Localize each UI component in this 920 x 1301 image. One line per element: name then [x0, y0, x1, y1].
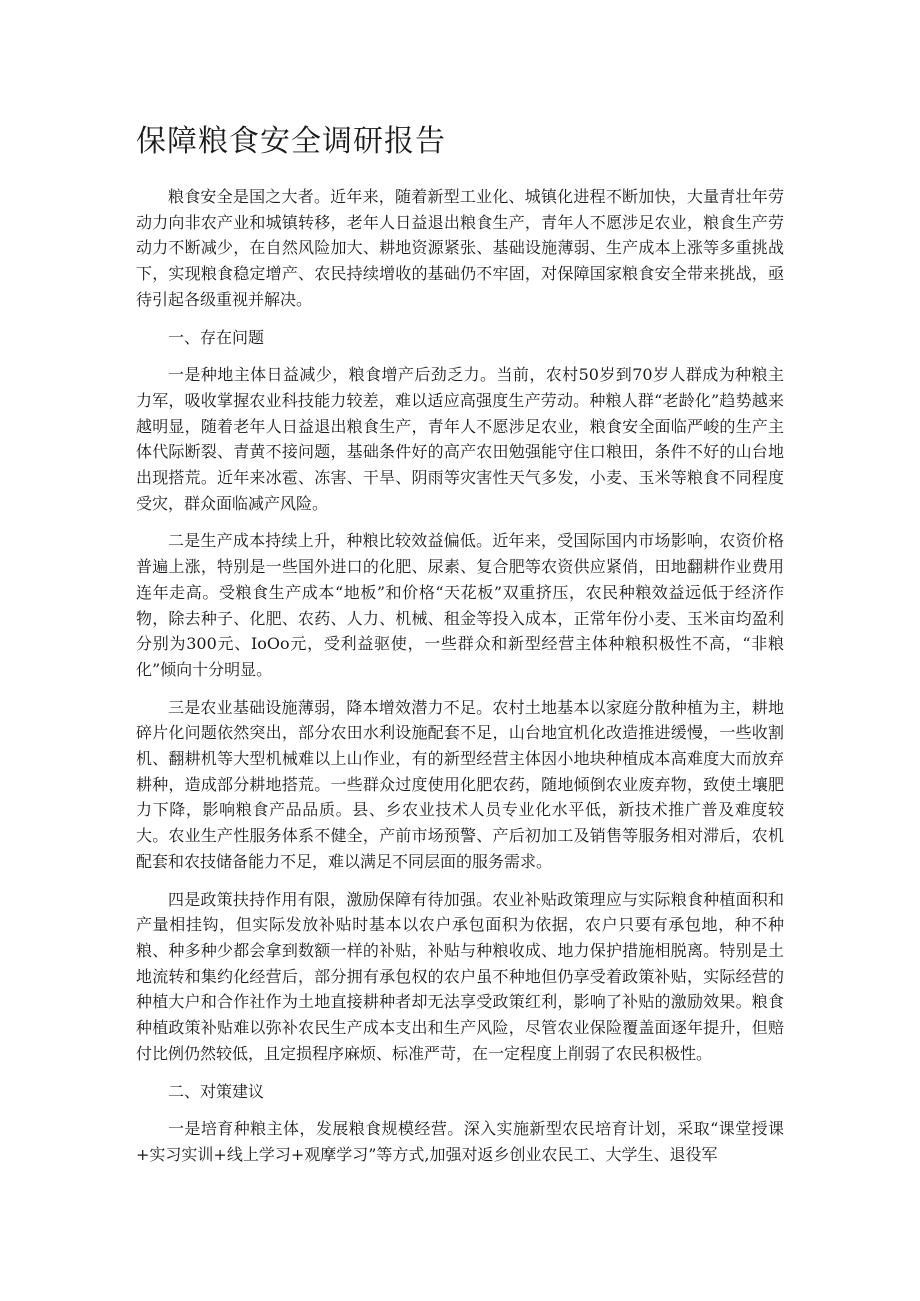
intro-paragraph: 粮食安全是国之大者。近年来，随着新型工业化、城镇化进程不断加快，大量青壮年劳动力向非农产业和城镇转移，老年人日益退出粮食生产，青年人不愿涉足农业，粮食生产劳动力不断减少，在自然风险加大、耕地资源紧张、基础设施薄弱、生产成本上涨等多重挑战下，实现粮食稳定增产、农民持续增收的基础仍不牢固，对保障国家粮食安全带来挑战，亟待引起各级重视并解决。	[136, 187, 784, 309]
suggestion-paragraph-1: 一是培育种粮主体，发展粮食规模经营。深入实施新型农民培育计划，采取“课堂授课+实习实训+线上学习+观摩学习”等方式,加强对返乡创业农民工、大学生、退役军	[136, 1119, 784, 1164]
document-page	[136, 122, 784, 1180]
section-heading-problems: 一、存在问题	[168, 327, 265, 347]
problem-paragraph-1: 一是种地主体日益减少，粮食增产后劲乏力。当前，农村50岁到70岁人群成为种粮主力军，吸收掌握农业科技能力较差，难以适应高强度生产劳动。种粮人群“老龄化”趋势越来越明显，随着老年人日益退出粮食生产，青年人不愿涉足农业，粮食安全面临严峻的生产主体代际断裂、青黄不接问题，基础条件好的高产农田勉强能守住口粮田，条件不好的山台地出现搭荒。近年来冰雹、冻害、干旱、阴雨等灾害性天气多发，小麦、玉米等粮食不同程度受灾，群众面临减产风险。	[136, 365, 784, 513]
problem-paragraph-4: 四是政策扶持作用有限，激励保障有待加强。农业补贴政策理应与实际粮食种植面积和产量相挂钩，但实际发放补贴时基本以农户承包面积为依据，农户只要有承包地，种不种粮、种多种少都会拿到数额一样的补贴，补贴与种粮收成、地力保护措施相脱离。特别是土地流转和集约化经营后，部分拥有承包权的农户虽不种地但仍享受着政策补贴，实际经营的种植大户和合作社作为土地直接耕种者却无法享受政策红利，影响了补贴的激励效果。粮食种植政策补贴难以弥补农民生产成本支出和生产风险，尽管农业保险覆盖面逐年提升，但赔付比例仍然较低，且定损程序麻烦、标准严苛，在一定程度上削弱了农民积极性。	[136, 889, 784, 1063]
problem-paragraph-3: 三是农业基础设施薄弱，降本增效潜力不足。农村土地基本以家庭分散种植为主，耕地碎片化问题依然突出，部分农田水利设施配套不足，山台地宜机化改造推进缓慢，一些收割机、翻耕机等大型机械难以上山作业，有的新型经营主体因小地块种植成本高难度大而放弃耕种，造成部分耕地搭荒。一些群众过度使用化肥农药，随地倾倒农业废弃物，致使土壤肥力下降，影响粮食产品品质。县、乡农业技术人员专业化水平低，新技术推广普及难度较大。农业生产性服务体系不健全，产前市场预警、产后初加工及销售等服务相对滞后，农机配套和农技储备能力不足，难以满足不同层面的服务需求。	[136, 697, 784, 871]
problem-paragraph-2: 二是生产成本持续上升，种粮比较效益偏低。近年来，受国际国内市场影响，农资价格普遍上涨，特别是一些国外进口的化肥、尿素、复合肥等农资供应紧俏，田地翻耕作业费用连年走高。受粮食生产成本“地板”和价格“天花板”双重挤压，农民种粮效益远低于经济作物，除去种子、化肥、农药、人力、机械、租金等投入成本，正常年份小麦、玉米亩均盈利分别为300元、IoOo元，受利益驱使，一些群众和新型经营主体种粮积极性不高，“非粮化”倾向十分明显。	[136, 531, 784, 679]
document-title: 保障粮食安全调研报告	[136, 124, 446, 159]
section-heading-suggestions: 二、对策建议	[168, 1081, 265, 1101]
